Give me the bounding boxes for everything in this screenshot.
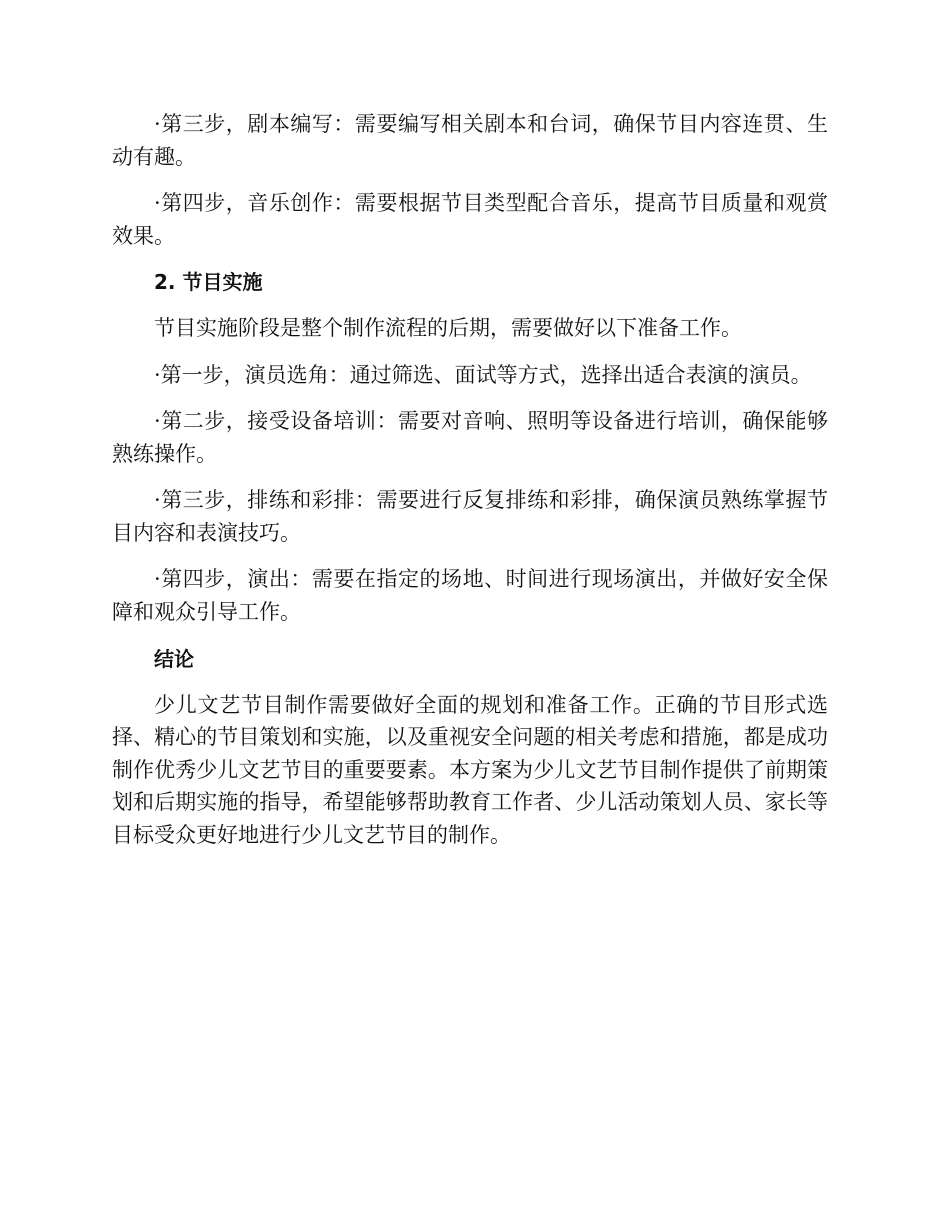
document-body xyxy=(112,108,828,865)
step-paragraph-music: ·第四步，音乐创作：需要根据节目类型配合音乐，提高节目质量和观赏效果。 xyxy=(112,191,828,248)
section-intro-paragraph: 节目实施阶段是整个制作流程的后期，需要做好以下准备工作。 xyxy=(154,316,742,341)
step-paragraph-script: ·第三步，剧本编写：需要编写相关剧本和台词，确保节目内容连贯、生动有趣。 xyxy=(112,112,828,169)
conclusion-paragraph: 少儿文艺节目制作需要做好全面的规划和准备工作。正确的节目形式选择、精心的节目策划和实施，以及重视安全问题的相关考虑和措施，都是成功制作优秀少儿文艺节目的重要要素。本方案为少儿文艺节目制作提供了前期策划和后期实施的指导，希望能够帮助教育工作者、少儿活动策划人员、家长等目标受众更好地进行少儿文艺节目的制作。 xyxy=(112,692,828,847)
section-heading-implementation: 2. 节目实施 xyxy=(154,270,263,295)
step-paragraph-training: ·第二步，接受设备培训：需要对音响、照明等设备进行培训，确保能够熟练操作。 xyxy=(112,409,828,466)
step-paragraph-performance: ·第四步，演出：需要在指定的场地、时间进行现场演出，并做好安全保障和观众引导工作。 xyxy=(112,567,828,625)
step-paragraph-rehearsal: ·第三步，排练和彩排：需要进行反复排练和彩排，确保演员熟练掌握节目内容和表演技巧。 xyxy=(112,488,828,545)
conclusion-heading: 结论 xyxy=(154,646,194,671)
step-paragraph-casting: ·第一步，演员选角：通过筛选、面试等方式，选择出适合表演的演员。 xyxy=(154,362,812,387)
